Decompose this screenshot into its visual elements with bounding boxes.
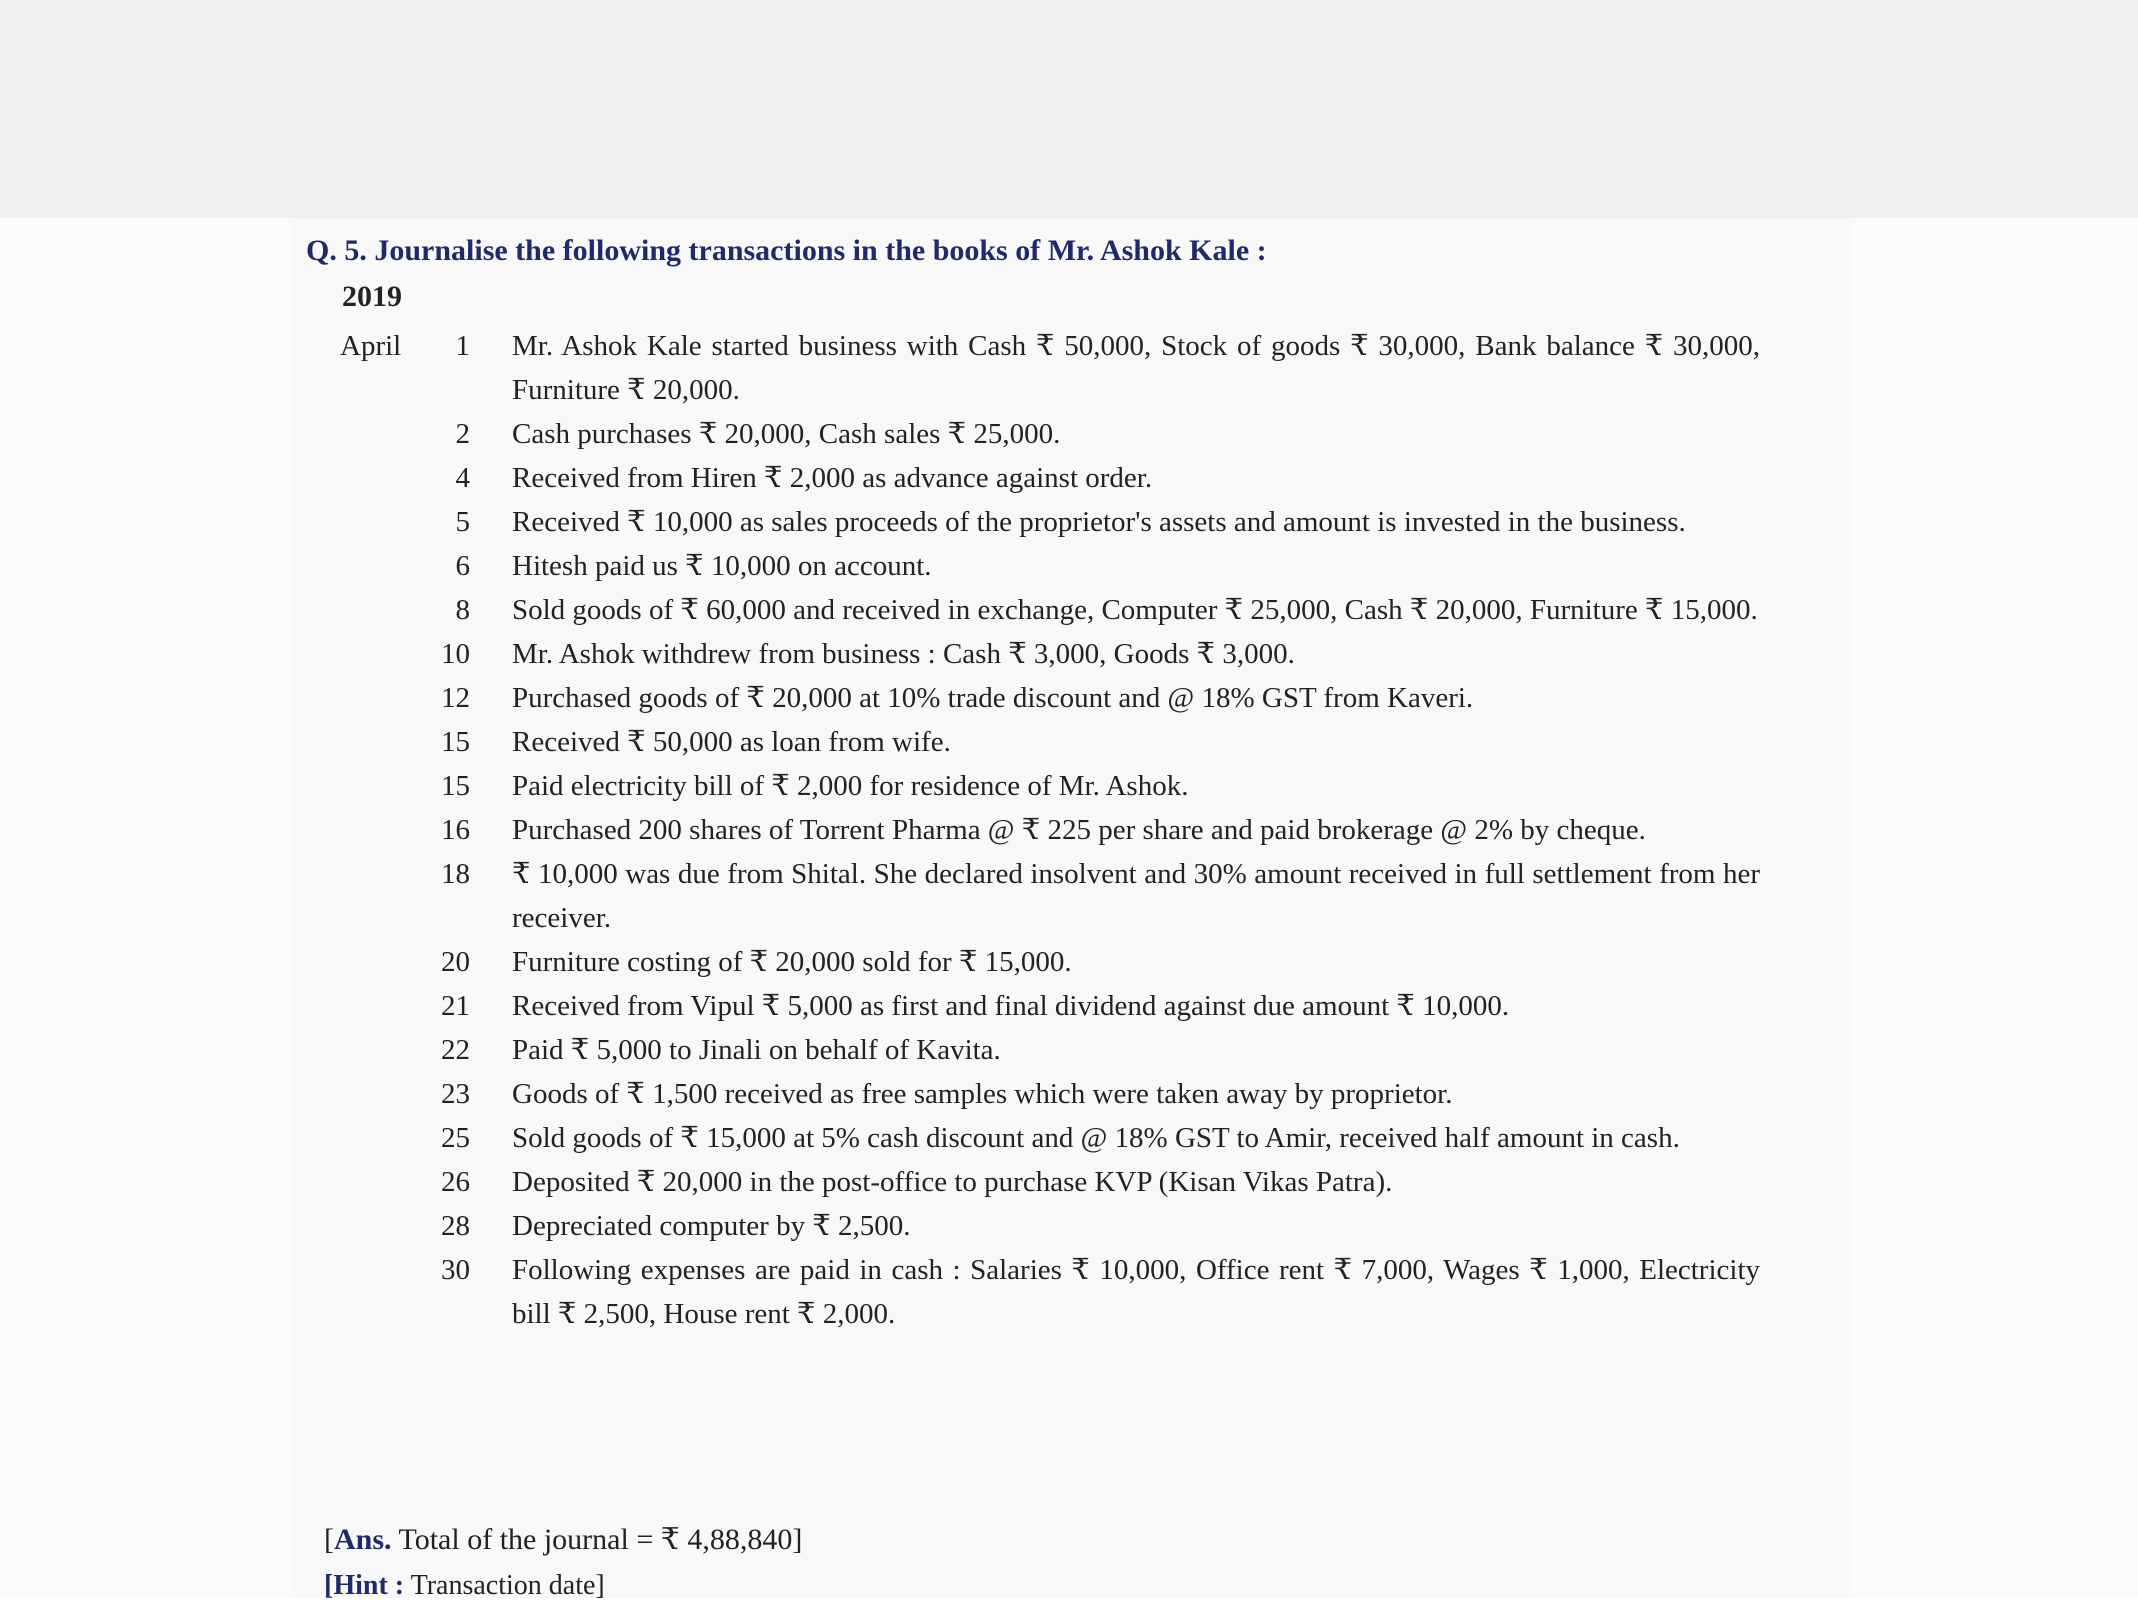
transaction-description: Goods of ₹ 1,500 received as free samples which were taken away by proprietor.	[512, 1078, 1453, 1110]
transaction-description: Furniture costing of ₹ 20,000 sold for ₹ 15,000.	[512, 946, 1072, 978]
transaction-description: Deposited ₹ 20,000 in the post-office to purchase KVP (Kisan Vikas Patra).	[512, 1166, 1393, 1198]
transaction-day: 22	[441, 1034, 470, 1066]
transaction-description: Received from Vipul ₹ 5,000 as first and final dividend against due amount ₹ 10,000.	[512, 990, 1510, 1022]
transaction-row	[340, 1028, 1760, 1072]
transaction-row	[340, 412, 1760, 456]
transaction-day: 15	[441, 770, 470, 802]
hint-label: [Hint :	[324, 1570, 405, 1601]
transaction-description: Received ₹ 10,000 as sales proceeds of the proprietor's assets and amount is invested in the business.	[512, 506, 1686, 538]
answer-label: Ans.	[334, 1523, 392, 1556]
transaction-row	[340, 984, 1760, 1028]
transaction-description: Mr. Ashok withdrew from business : Cash ₹ 3,000, Goods ₹ 3,000.	[512, 638, 1295, 670]
transaction-description: Purchased goods of ₹ 20,000 at 10% trade discount and @ 18% GST from Kaveri.	[512, 682, 1474, 714]
transaction-description: Cash purchases ₹ 20,000, Cash sales ₹ 25,000.	[512, 418, 1061, 450]
top-margin-band	[0, 0, 2138, 218]
transaction-description: Received ₹ 50,000 as loan from wife.	[512, 726, 951, 758]
transaction-day: 16	[441, 814, 470, 846]
hint-line	[324, 1570, 605, 1602]
transaction-description: Following expenses are paid in cash : Salaries ₹ 10,000, Office rent ₹ 7,000, Wages ₹ 1,000, Electricity bill ₹ 2,500, House rent ₹ 2,000.	[512, 1254, 1760, 1330]
transaction-description: Hitesh paid us ₹ 10,000 on account.	[512, 550, 932, 582]
transaction-row	[340, 456, 1760, 500]
transaction-row	[340, 940, 1760, 984]
answer-text: Total of the journal = ₹ 4,88,840]	[391, 1523, 803, 1556]
transaction-row	[340, 500, 1760, 544]
transaction-row	[340, 808, 1760, 852]
transaction-row	[340, 852, 1760, 940]
transaction-row	[340, 544, 1760, 588]
transaction-list	[340, 324, 1760, 1336]
transaction-row	[340, 676, 1760, 720]
transaction-description: Paid ₹ 5,000 to Jinali on behalf of Kavita.	[512, 1034, 1001, 1066]
transaction-row	[340, 720, 1760, 764]
transaction-description: Sold goods of ₹ 15,000 at 5% cash discount and @ 18% GST to Amir, received half amount in cash.	[512, 1122, 1680, 1154]
transaction-description: Received from Hiren ₹ 2,000 as advance against order.	[512, 462, 1153, 494]
transaction-description: Depreciated computer by ₹ 2,500.	[512, 1210, 911, 1242]
transaction-description: Mr. Ashok Kale started business with Cash ₹ 50,000, Stock of goods ₹ 30,000, Bank balance ₹ 30,000, Furniture ₹ 20,000.	[512, 330, 1760, 406]
transaction-day: 2	[455, 418, 470, 450]
transaction-row	[340, 632, 1760, 676]
transaction-row	[340, 1116, 1760, 1160]
transaction-row	[340, 1072, 1760, 1116]
transaction-description: Paid electricity bill of ₹ 2,000 for residence of Mr. Ashok.	[512, 770, 1189, 802]
transaction-day: 23	[441, 1078, 470, 1110]
transaction-day: 5	[455, 506, 470, 538]
transaction-day: 21	[441, 990, 470, 1022]
transaction-row	[340, 324, 1760, 412]
transaction-row	[340, 1204, 1760, 1248]
transaction-day: 28	[441, 1210, 470, 1242]
transaction-row	[340, 1160, 1760, 1204]
answer-open-bracket: [	[324, 1523, 334, 1556]
year-label: 2019	[342, 280, 402, 313]
transaction-day: 20	[441, 946, 470, 978]
transaction-day: 12	[441, 682, 470, 714]
transaction-row	[340, 588, 1760, 632]
transaction-day: 6	[455, 550, 470, 582]
question-title: Q. 5. Journalise the following transactions in the books of Mr. Ashok Kale :	[306, 234, 1267, 267]
transaction-day: 4	[455, 462, 470, 494]
transaction-day: 18	[441, 858, 470, 890]
transaction-day: 25	[441, 1122, 470, 1154]
transaction-day: 30	[441, 1254, 470, 1286]
transaction-day: 26	[441, 1166, 470, 1198]
transaction-day: 10	[441, 638, 470, 670]
transaction-description: Purchased 200 shares of Torrent Pharma @ ₹ 225 per share and paid brokerage @ 2% by cheque.	[512, 814, 1646, 846]
transaction-row	[340, 1248, 1760, 1336]
transaction-day: 15	[441, 726, 470, 758]
transaction-description: ₹ 10,000 was due from Shital. She declared insolvent and 30% amount received in full settlement from her receiver.	[512, 858, 1760, 934]
hint-text: Transaction date]	[404, 1570, 605, 1601]
answer-line	[324, 1522, 802, 1557]
transaction-description: Sold goods of ₹ 60,000 and received in exchange, Computer ₹ 25,000, Cash ₹ 20,000, Furniture ₹ 15,000.	[512, 594, 1758, 626]
transaction-day: 1	[455, 330, 470, 362]
transaction-month: April	[340, 330, 402, 362]
transaction-day: 8	[455, 594, 470, 626]
transaction-row	[340, 764, 1760, 808]
